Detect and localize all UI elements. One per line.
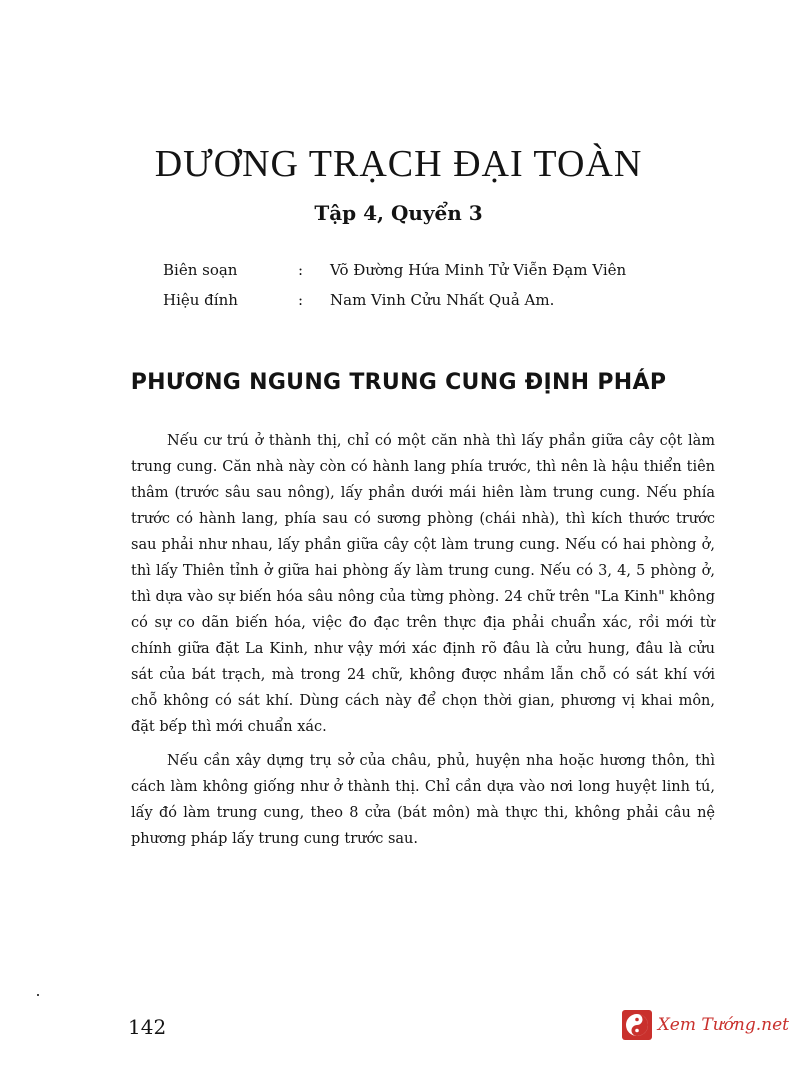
credit-value: Nam Vinh Cửu Nhất Quả Am. [330,291,555,309]
watermark-text: Xem Tướng.net [657,1015,789,1035]
page-number: 142 [128,1015,167,1039]
page-subtitle: Tập 4, Quyển 3 [314,201,483,225]
credit-label: Hiệu đính [163,291,238,309]
scan-speck [37,994,39,996]
credit-separator: : [298,261,304,279]
credit-label: Biên soạn [163,261,238,279]
credit-separator: : [298,291,304,309]
paragraph: Nếu cư trú ở thành thị, chỉ có một căn nhà thì lấy phần giữa cây cột làm trung cung. Căn nhà này còn có hành lang phía trước, thì nên là hậu thiển tiên thâm (trước sâu sau nông), lấy phần dưới mái hiên làm trung cung. Nếu phía trước có hành lang, phía sau có sương phòng (chái nhà), thì kích thước trước sau phải như nhau, lấy phần giữa cây cột làm trung cung. Nếu có hai phòng ở, thì lấy Thiên tỉnh ở giữa hai phòng ấy làm trung cung. Nếu có 3, 4, 5 phòng ở, thì dựa vào sự biến hóa sâu nông của từng phòng. 24 chữ trên "La Kinh" không có sự co dãn biến hóa, việc đo đạc trên thực địa phải chuẩn xác, rồi mới từ chính giữa đặt La Kinh, như vậy mới xác định rõ đâu là cửu hung, đâu là cửu sát của bát trạch, mà trong 24 chữ, không được nhầm lẫn chỗ có sát khí với chỗ không có sát khí. Dùng cách này để chọn thời gian, phương vị khai môn, đặt bếp thì mới chuẩn xác. [131,433,715,735]
body-text [131,428,715,860]
credit-value: Võ Đường Hứa Minh Tử Viễn Đạm Viên [330,261,627,279]
section-heading: PHƯƠNG NGUNG TRUNG CUNG ĐỊNH PHÁP [130,370,667,395]
paragraph: Nếu cần xây dựng trụ sở của châu, phủ, huyện nha hoặc hương thôn, thì cách làm không giống như ở thành thị. Chỉ cần dựa vào nơi long huyệt linh tú, lấy đó làm trung cung, theo 8 cửa (bát môn) mà thực thi, không phải câu nệ phương pháp lấy trung cung trước sau. [131,753,715,847]
credit-row-compiler [163,255,626,285]
credits-block [163,255,626,315]
watermark[interactable] [622,1010,789,1040]
yin-yang-logo-icon [622,1010,652,1040]
page-title: DƯƠNG TRẠCH ĐẠI TOÀN [154,143,643,185]
credit-row-editor [163,285,626,315]
